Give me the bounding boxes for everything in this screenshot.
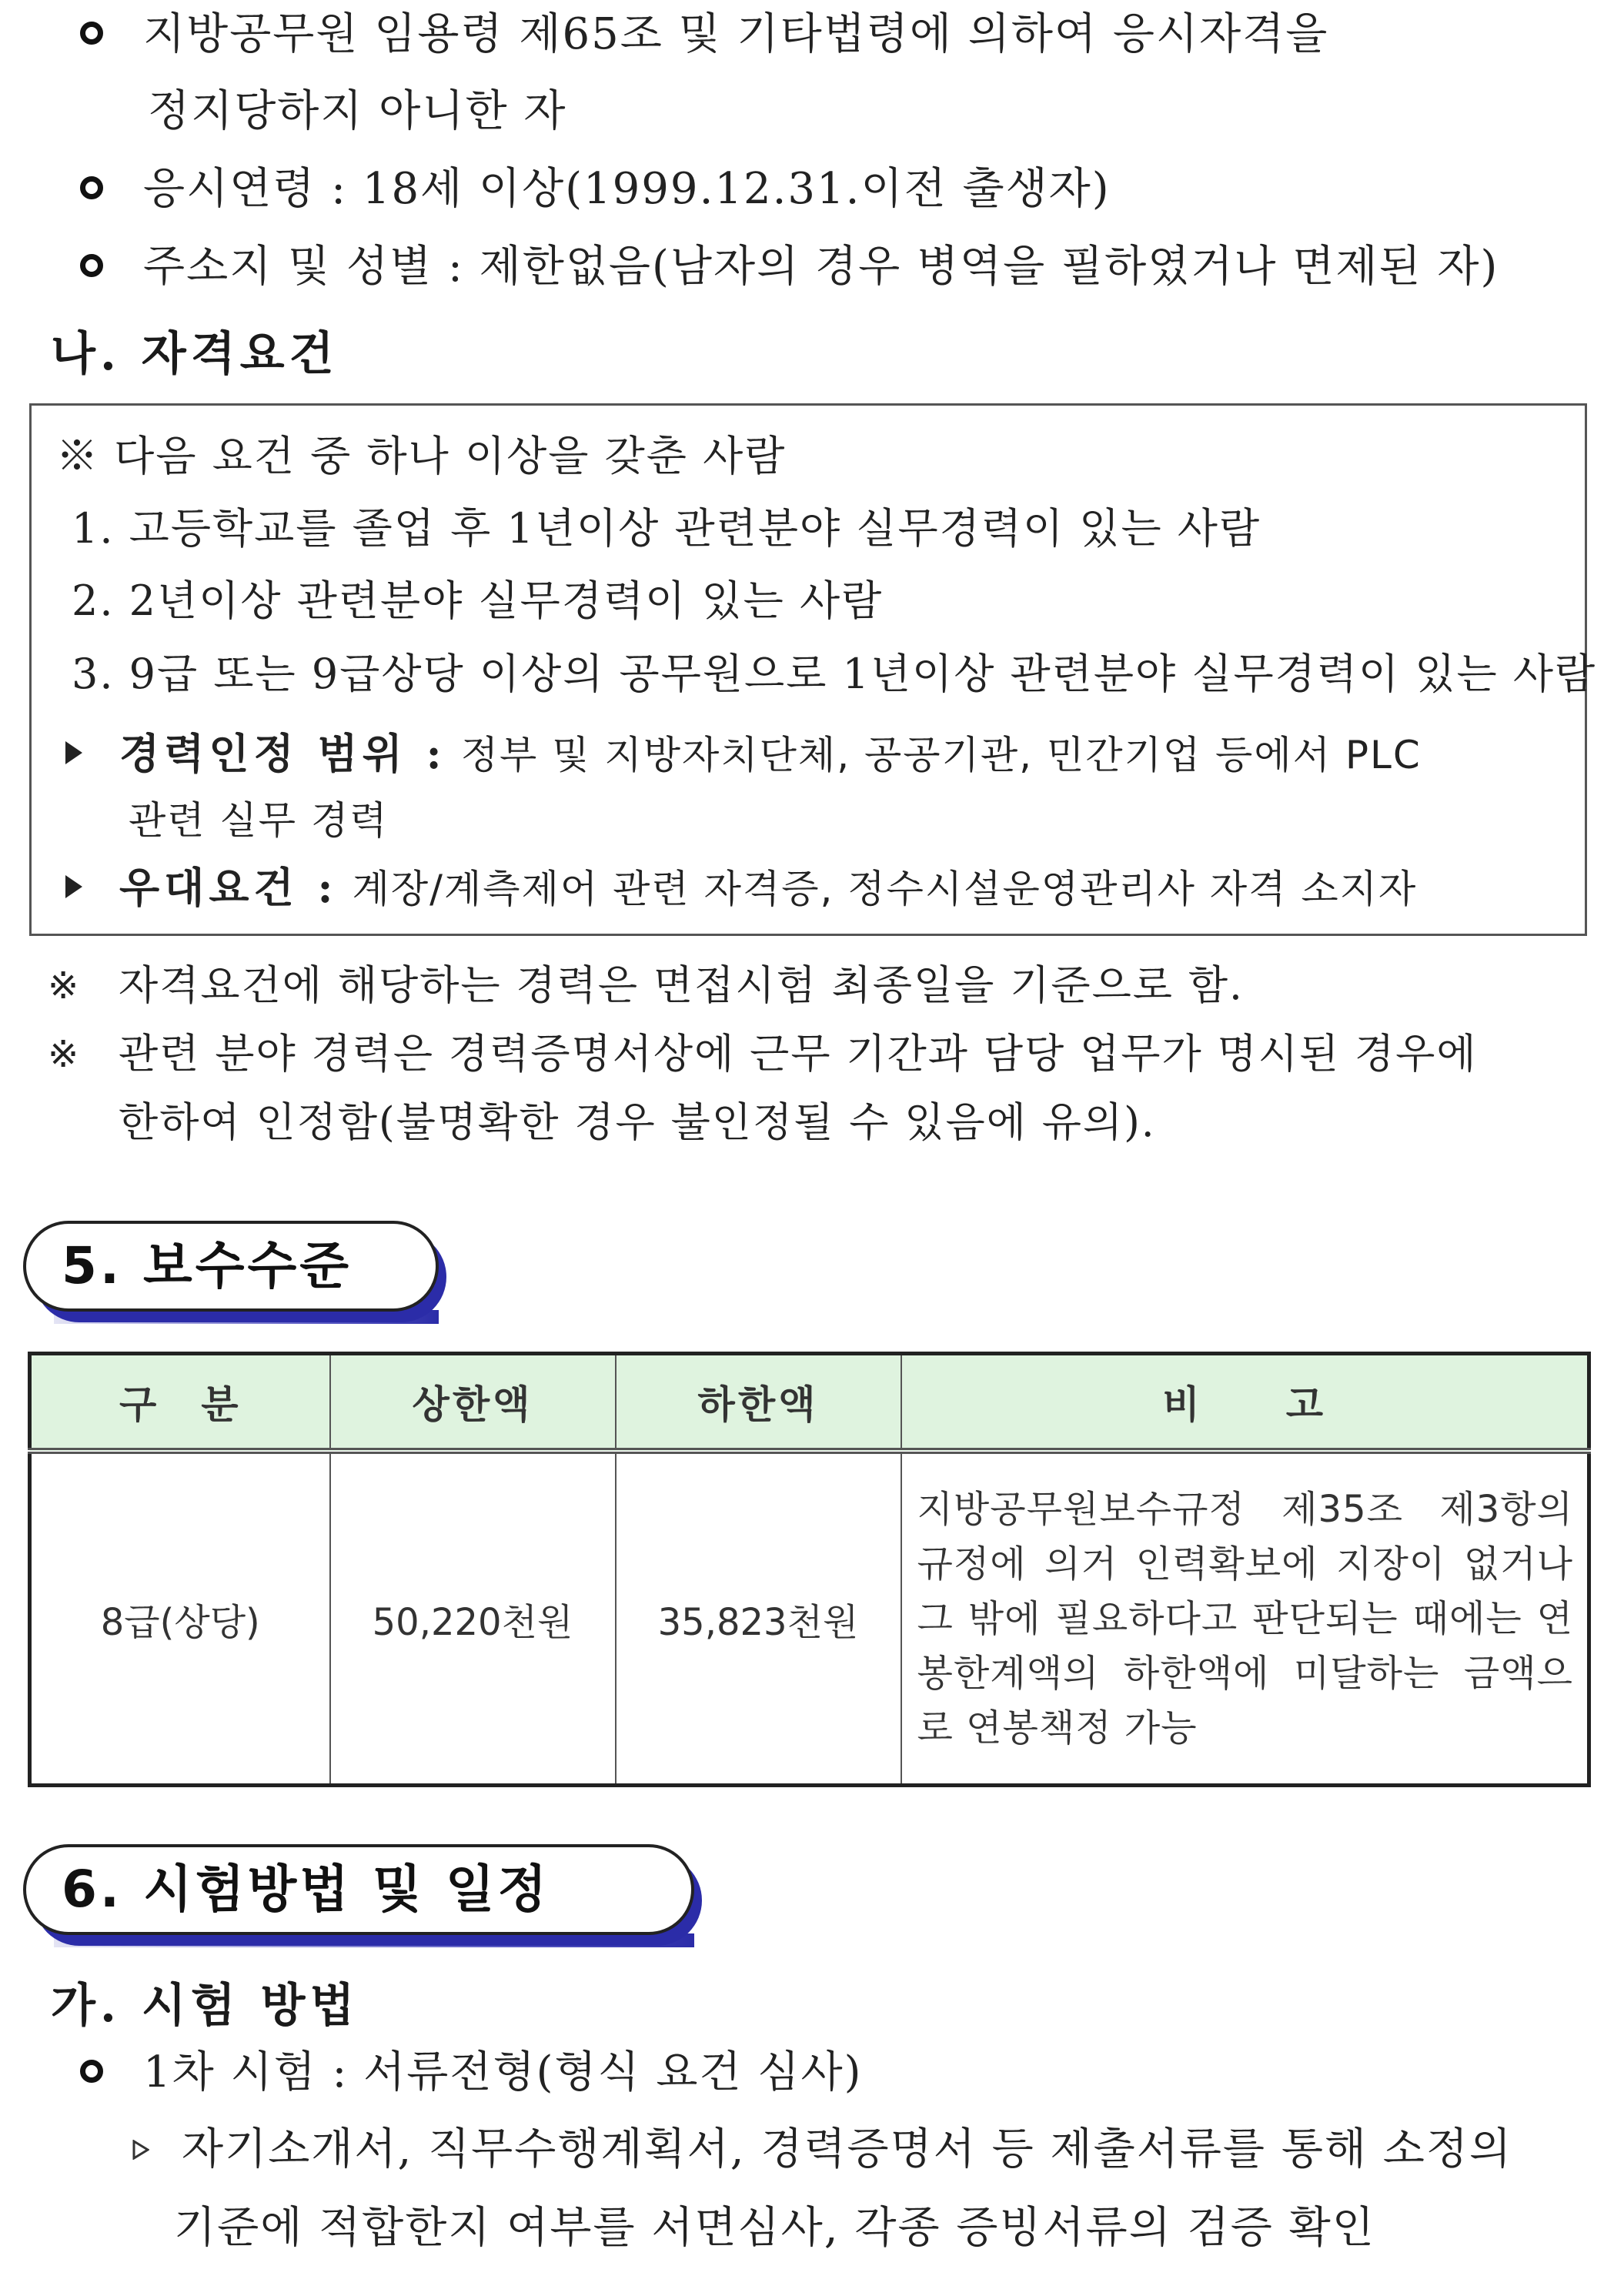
col-header-lower: 하한액 bbox=[616, 1354, 901, 1452]
col-header-remark: 비 고 bbox=[901, 1354, 1589, 1452]
career-range bbox=[119, 727, 1422, 781]
qualification-item: 1. 고등학교를 졸업 후 1년이상 관련분야 실무경력이 있는 사람 bbox=[72, 504, 1261, 553]
first-exam-detail-cont: 기준에 적합한지 여부를 서면심사, 각종 증빙서류의 검증 확인 bbox=[174, 2203, 1375, 2253]
circle-bullet-icon bbox=[80, 254, 103, 277]
note-line: 자격요건에 해당하는 경력은 면접시험 최종일을 기준으로 함. bbox=[119, 962, 1244, 1009]
qualification-item: 2. 2년이상 관련분야 실무경력이 있는 사람 bbox=[72, 577, 884, 625]
exam-method-heading: 가. 시험 방법 bbox=[51, 1979, 359, 2033]
qualification-item: 3. 9급 또는 9급상당 이상의 공무원으로 1년이상 관련분야 실무경력이 있는 사람 bbox=[72, 650, 1597, 698]
qualification-intro: ※ 다음 요건 중 하나 이상을 갖춘 사람 bbox=[56, 432, 787, 480]
pay-table bbox=[28, 1352, 1591, 1787]
qualification-box bbox=[29, 403, 1597, 936]
circle-bullet-icon bbox=[80, 2060, 103, 2083]
note-line: 관련 분야 경력은 경력증명서상에 근무 기간과 담당 업무가 명시된 경우에 bbox=[119, 1031, 1478, 1078]
col-header-upper: 상한액 bbox=[330, 1354, 616, 1452]
eligibility-line: 지방공무원 임용령 제65조 및 기타법령에 의하여 응시자격을 bbox=[143, 9, 1329, 59]
table-row bbox=[30, 1451, 1589, 1786]
section-title-pay: 5. 보수수준 bbox=[23, 1221, 439, 1312]
col-header-category: 구 분 bbox=[30, 1354, 330, 1452]
preference-text: 계장/계측제어 관련 자격증, 정수시설운영관리사 자격 소지자 bbox=[352, 867, 1418, 911]
eligibility-line-cont: 정지당하지 아니한 자 bbox=[148, 86, 567, 136]
note-mark: ※ bbox=[48, 964, 81, 1008]
cell-upper: 50,220천원 bbox=[330, 1451, 616, 1786]
circle-bullet-icon bbox=[80, 22, 103, 45]
cell-lower: 35,823천원 bbox=[616, 1451, 901, 1786]
triangle-bullet-icon bbox=[65, 741, 82, 764]
first-exam-detail: 자기소개서, 직무수행계획서, 경력증명서 등 제출서류를 통해 소정의 bbox=[182, 2124, 1513, 2174]
note-mark: ※ bbox=[48, 1033, 81, 1076]
note-line-cont: 한하여 인정함(불명확한 경우 불인정될 수 있음에 유의). bbox=[119, 1099, 1156, 1146]
career-range-text-cont: 관련 실무 경력 bbox=[129, 798, 389, 843]
circle-bullet-icon bbox=[80, 176, 103, 199]
career-range-text: 정부 및 지방자치단체, 공공기관, 민간기업 등에서 PLC bbox=[460, 733, 1422, 777]
address-gender-requirement: 주소지 및 성별 : 제한없음(남자의 경우 병역을 필하였거나 면제된 자) bbox=[143, 242, 1499, 292]
triangle-bullet-icon bbox=[65, 875, 82, 898]
preference-label: 우대요건 : bbox=[119, 863, 338, 912]
career-range-label: 경력인정 범위 : bbox=[119, 729, 446, 778]
pay-table-header-row bbox=[30, 1354, 1589, 1452]
small-triangle-outline-icon bbox=[132, 2140, 149, 2160]
cell-grade: 8급(상당) bbox=[30, 1451, 330, 1786]
qualification-heading: 나. 자격요건 bbox=[51, 327, 339, 381]
first-exam: 1차 시험 : 서류전형(형식 요건 심사) bbox=[143, 2047, 863, 2097]
cell-remark: 지방공무원보수규정 제35조 제3항의 규정에 의거 인력확보에 지장이 없거나 그 밖에 필요하다고 판단되는 때에는 연봉한계액의 하한액에 미달하는 금액으로 연봉책정 가능 bbox=[901, 1451, 1589, 1786]
section-title-exam: 6. 시험방법 및 일정 bbox=[23, 1844, 694, 1935]
age-requirement: 응시연령 : 18세 이상(1999.12.31.이전 출생자) bbox=[143, 164, 1111, 214]
preference-requirement bbox=[119, 861, 1417, 915]
